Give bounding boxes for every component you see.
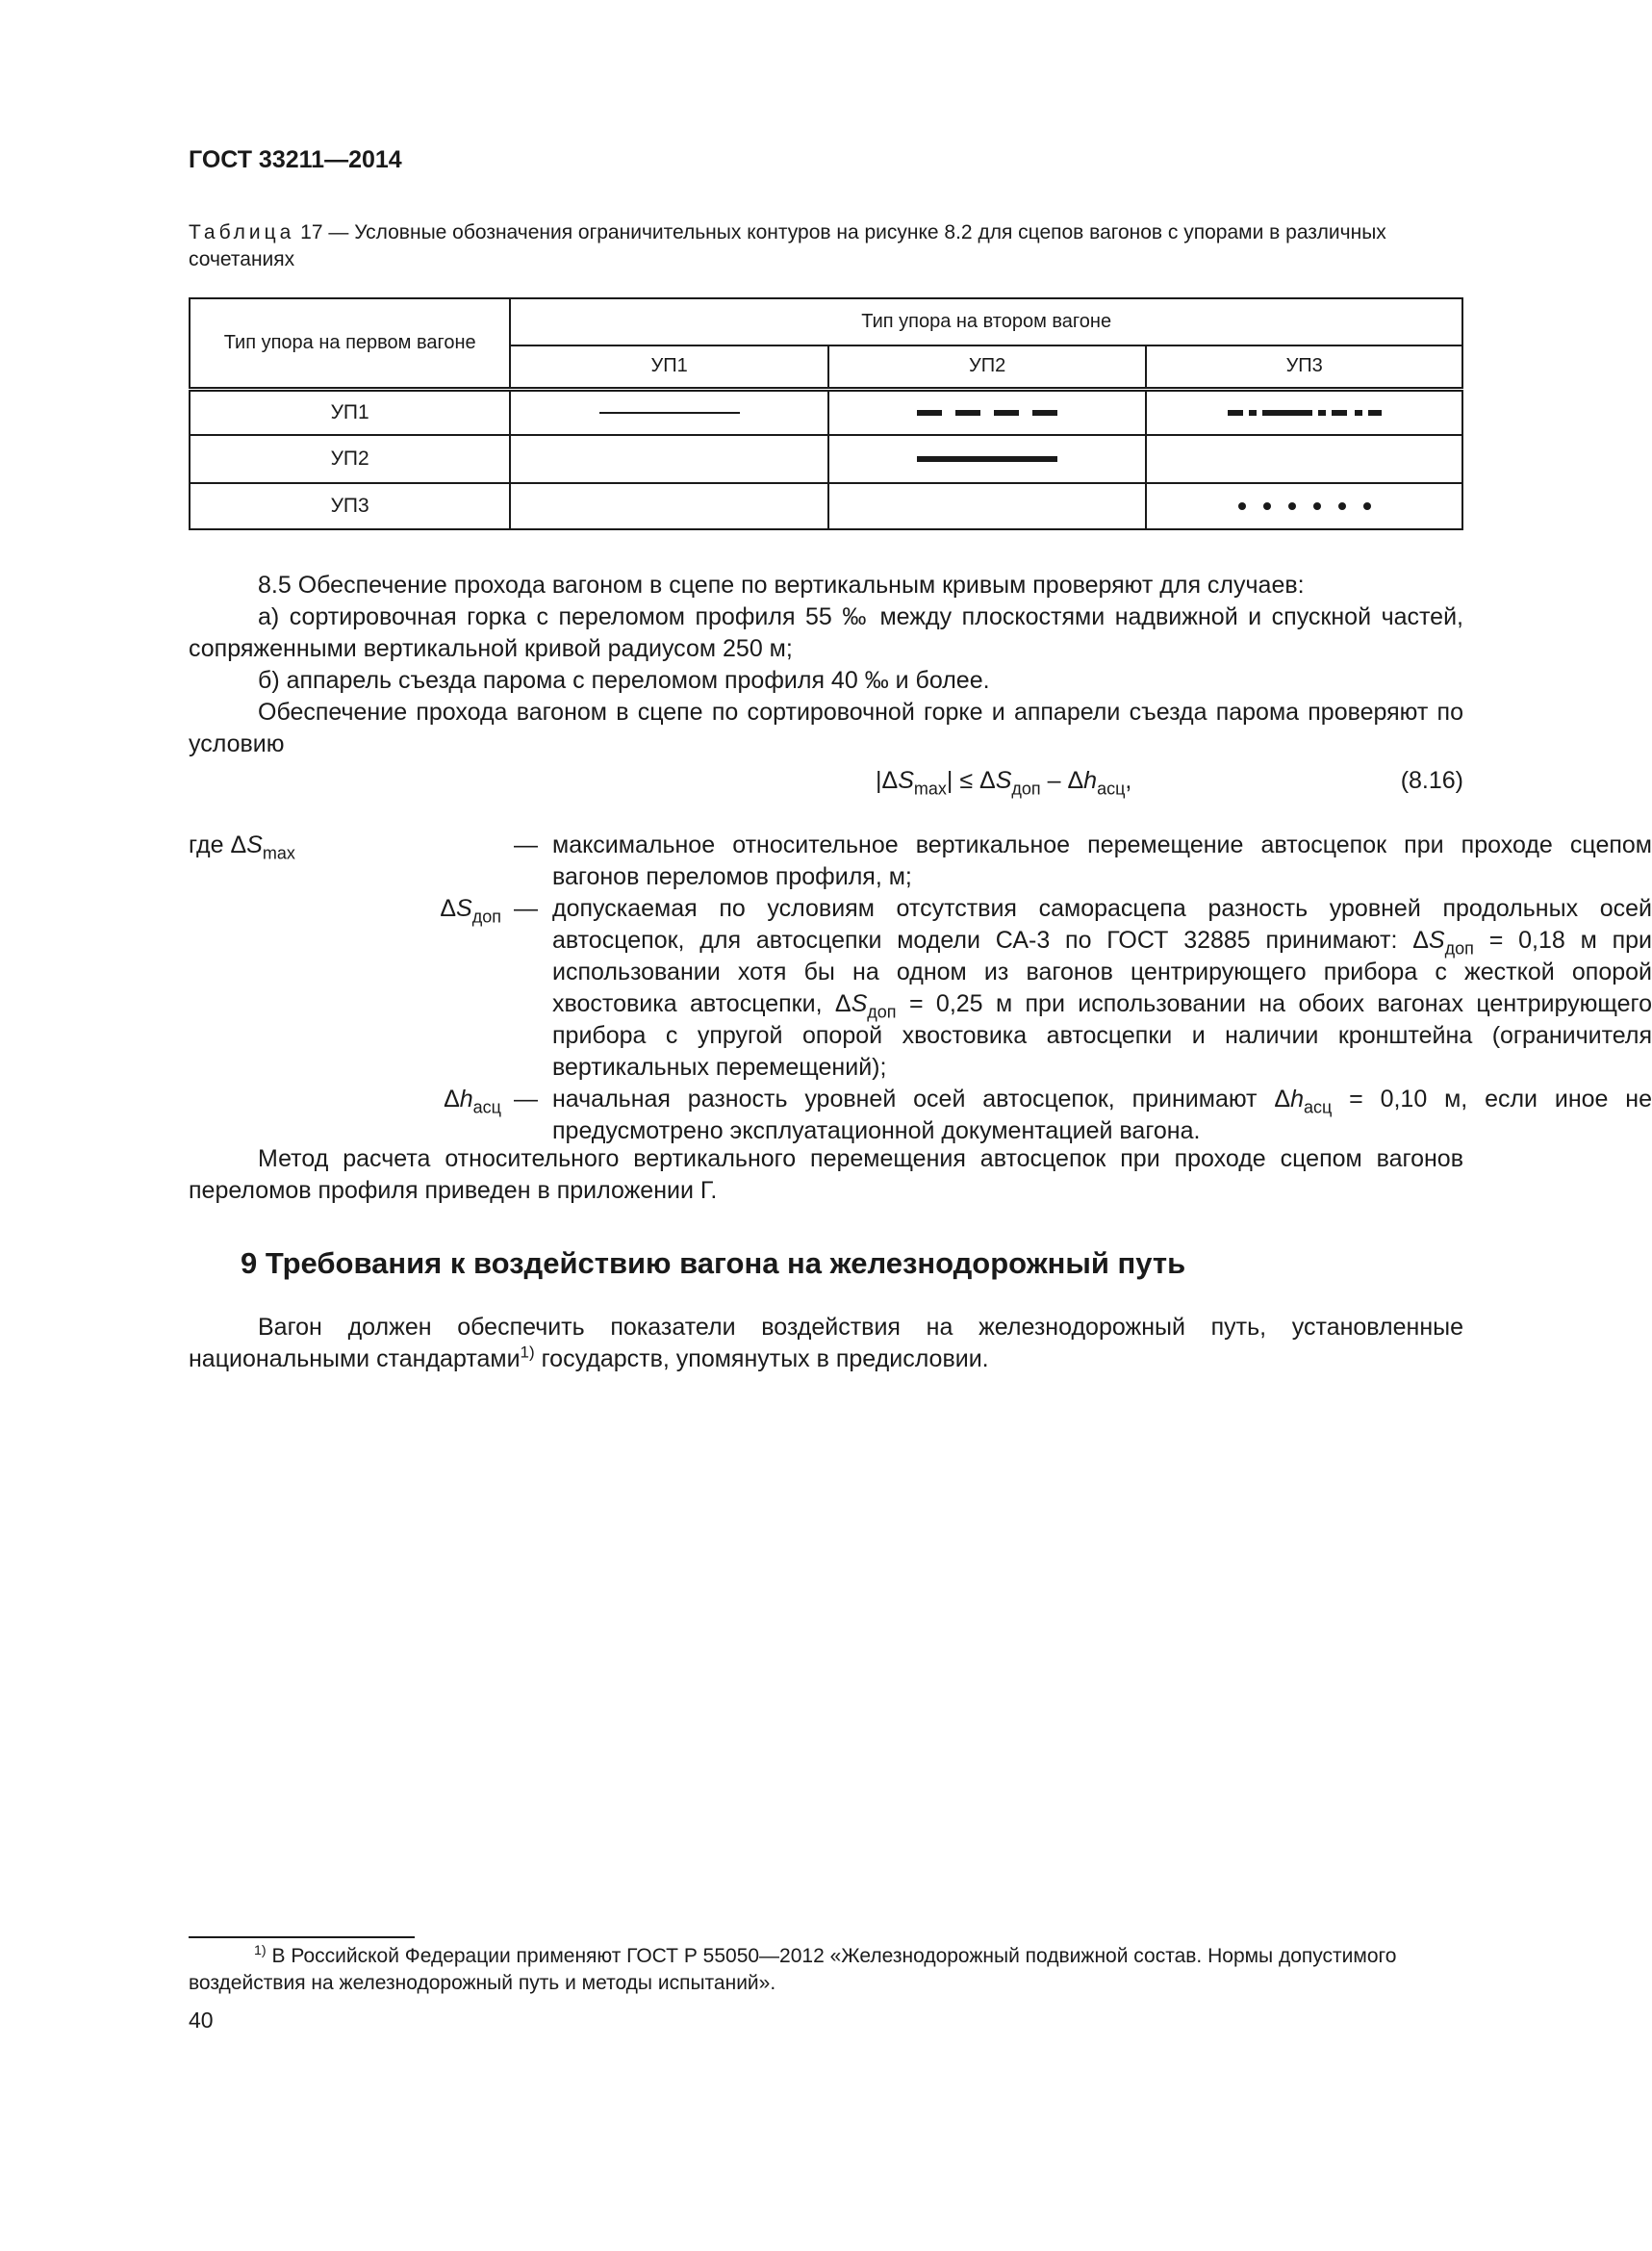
definition-sdop: допускаемая по условиям отсутствия саморасцепа разность уровней продольных осей автосцепок, для автосцепки модели СА-3 по ГОСТ 32885 принимают: $\Delta S_{доп} = 0,18$ м при использовании хотя бы на одном из вагонов центрирующего прибора с жесткой опорой хвостовика автосцепки, $\Delta S_{доп} = 0,25$ м при использовании на обоих вагонах центрирующего прибора с упругой опорой хвостовика автосцепки и наличии кронштейна (ограничителя вертикальных перемещений); <box>552 895 1652 1081</box>
empty-cell <box>1146 435 1462 483</box>
footnote-divider <box>189 1936 415 1938</box>
thick-solid-line-icon <box>917 454 1057 464</box>
header-first-car: Тип упора на первом вагоне <box>190 298 510 389</box>
table-caption-label: Таблица <box>189 221 295 243</box>
line-style-dash-dot <box>1146 389 1462 435</box>
footnote-mark: 1) <box>520 1343 535 1362</box>
empty-cell <box>510 435 828 483</box>
definition-hasc: начальная разность уровней осей автосцепок, принимают $\Delta h_{асц} = 0,10$ м, если иное не предусмотрено эксплуатационной документацией вагона. <box>552 1086 1652 1144</box>
empty-cell <box>828 483 1147 529</box>
footnote-text: В Российской Федерации применяют ГОСТ Р 55050—2012 «Железнодорожный подвижной состав. Нормы допустимого воздействия на железнодорожный путь и методы испытаний». <box>189 1945 1397 1994</box>
formula-expression: $|\Delta S_{max}| \le \Delta S_{доп} - \Delta h_{асц}$, <box>876 767 1132 799</box>
formula-definitions <box>189 830 1652 1147</box>
table-row <box>190 389 1462 435</box>
header-col-up3: УП3 <box>1146 345 1462 389</box>
header-second-car: Тип упора на втором вагоне <box>510 298 1462 345</box>
table-row <box>190 435 1462 483</box>
dotted-line-icon <box>1237 500 1372 512</box>
empty-cell <box>510 483 828 529</box>
document-header: ГОСТ 33211—2014 <box>189 146 402 173</box>
paragraph-section-9: Вагон должен обеспечить показатели воздействия на железнодорожный путь, установленные национальными стандартами$^{1)}$ государств, упомянутых в предисловии. <box>189 1314 1463 1372</box>
term-hasc: $\Delta h_{асц}$ <box>444 1086 501 1117</box>
paragraph-case-b: б) аппарель съезда парома с переломом профиля 40 ‰ и более. <box>258 667 990 694</box>
row-label-up3: УП3 <box>190 483 510 529</box>
paragraph-8-5: 8.5 Обеспечение прохода вагоном в сцепе по вертикальным кривым проверяют для случаев: <box>258 572 1305 599</box>
header-col-up2: УП2 <box>828 345 1147 389</box>
term-smax: где $\Delta S_{max}$ <box>189 831 295 863</box>
thick-dashed-line-icon <box>917 408 1057 418</box>
definition-dash: — <box>514 1086 538 1113</box>
paragraph-condition: Обеспечение прохода вагоном в сцепе по сортировочной горке и аппарели съезда парома проверяют по условию <box>189 699 1463 757</box>
line-style-thick-solid <box>828 435 1147 483</box>
equation-number: (8.16) <box>1400 767 1463 794</box>
line-style-thin-solid <box>510 389 828 435</box>
definition-smax: максимальное относительное вертикальное перемещение автосцепок при проходе сцепом вагонов переломов профиля, м; <box>552 831 1652 890</box>
line-style-dotted <box>1146 483 1462 529</box>
table-caption <box>189 219 1468 273</box>
footnote-number: 1) <box>254 1943 267 1959</box>
definition-dash: — <box>514 895 538 922</box>
contour-legend-table <box>189 297 1463 530</box>
paragraph-method: Метод расчета относительного вертикального перемещения автосцепок при проходе сцепом вагонов переломов профиля приведен в приложении Г. <box>189 1145 1463 1204</box>
thin-solid-line-icon <box>599 408 740 418</box>
page-number: 40 <box>189 2008 214 2033</box>
row-label-up2: УП2 <box>190 435 510 483</box>
term-sdop: $\Delta S_{доп}$ <box>440 895 501 927</box>
table-row <box>190 483 1462 529</box>
paragraph-case-a: а) сортировочная горка с переломом профиля 55 ‰ между плоскостями надвижной и спускной частей, сопряженными вертикальной кривой радиусом 250 м; <box>189 603 1463 662</box>
section-9-heading: 9 Требования к воздействию вагона на железнодорожный путь <box>241 1246 1186 1280</box>
row-label-up1: УП1 <box>190 389 510 435</box>
header-col-up1: УП1 <box>510 345 828 389</box>
footnote <box>189 1943 1468 1997</box>
line-style-thick-dashed <box>828 389 1147 435</box>
table-caption-text: 17 — Условные обозначения ограничительных контуров на рисунке 8.2 для сцепов вагонов с упорами в различных сочетаниях <box>189 221 1386 270</box>
dash-dot-line-icon <box>1228 408 1382 418</box>
definition-dash: — <box>514 831 538 858</box>
section-8-5 <box>189 570 1463 760</box>
